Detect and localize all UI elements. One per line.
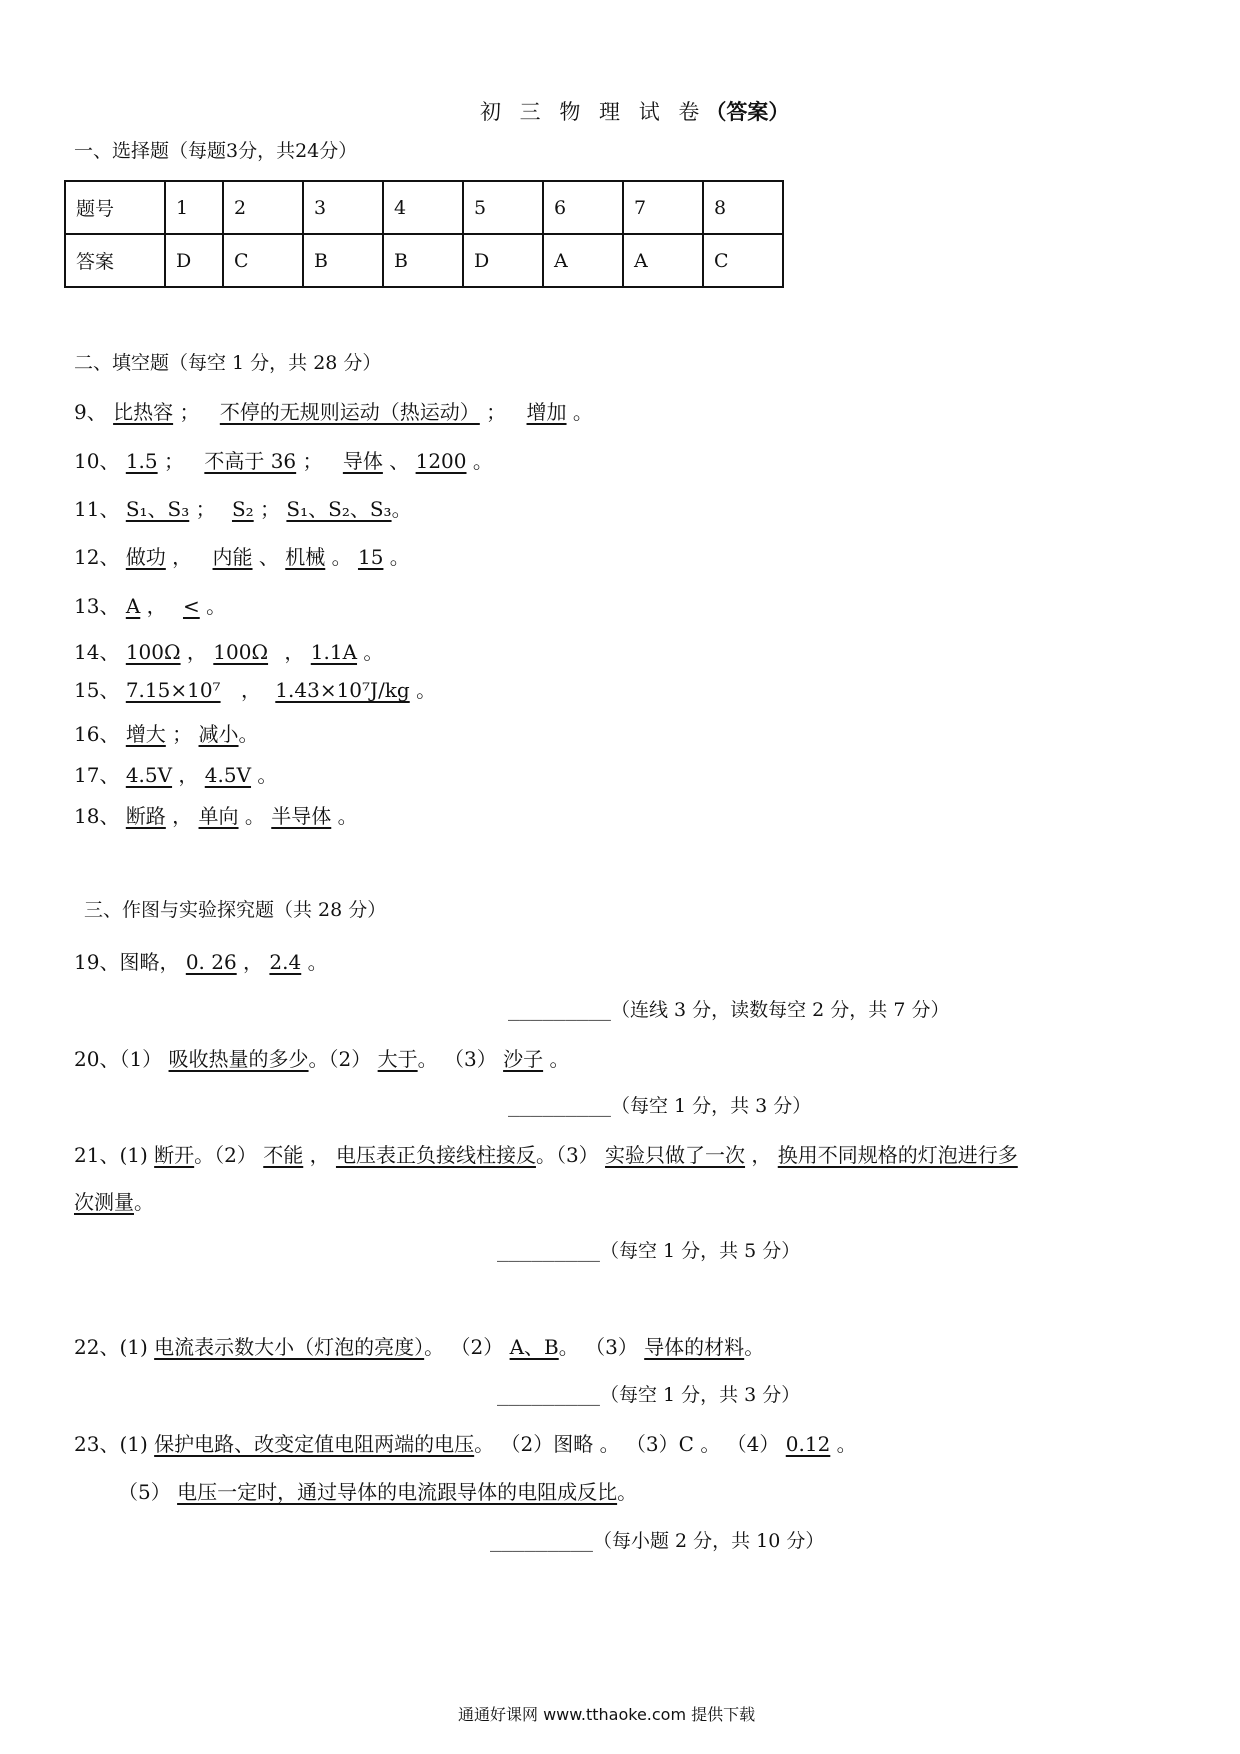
question-18: 18、 断路 ， 单向 。 半导体 。 bbox=[74, 804, 358, 828]
question-19: 19、图略， 0. 26 ， 2.4 。 bbox=[74, 950, 328, 974]
table-cell: D bbox=[165, 234, 223, 287]
question-15: 15、 7.15×10⁷ ， 1.43×10⁷J/kg 。 bbox=[74, 678, 437, 702]
answer-blank: 0. 26 bbox=[185, 950, 237, 974]
answer-blank: 100Ω bbox=[213, 640, 269, 664]
answer-blank: 1.43×10⁷J/kg bbox=[275, 678, 410, 702]
table-cell: A bbox=[543, 234, 623, 287]
question-23: 23、(1) 保护电路、改变定值电阻两端的电压。 （2）图略 。 （3）C 。 （4） 0.12 。 bbox=[74, 1432, 857, 1456]
table-header-label: 题号 bbox=[65, 181, 165, 234]
answer-blank: 沙子 bbox=[503, 1047, 544, 1071]
answer-blank: 不能 bbox=[263, 1143, 304, 1167]
table-cell: B bbox=[303, 234, 383, 287]
table-cell: 4 bbox=[383, 181, 463, 234]
table-answer-label: 答案 bbox=[65, 234, 165, 287]
answer-blank: 导体 bbox=[342, 449, 383, 473]
answer-blank: 导体的材料 bbox=[644, 1335, 745, 1359]
answer-table bbox=[64, 180, 784, 288]
answer-blank: 增加 bbox=[526, 400, 567, 424]
question-23-part5: （5） 电压一定时，通过导体的电流跟导体的电阻成反比。 bbox=[118, 1480, 638, 1504]
page-footer: 通通好课网 www.tthaoke.com 提供下载 bbox=[458, 1705, 756, 1724]
answer-blank: 不高于 36 bbox=[204, 449, 297, 473]
answer-blank: 保护电路、改变定值电阻两端的电压 bbox=[154, 1432, 475, 1456]
question-17: 17、 4.5V ， 4.5V 。 bbox=[74, 763, 278, 787]
answer-blank: 1.5 bbox=[125, 449, 158, 473]
answer-blank: 吸收热量的多少 bbox=[168, 1047, 309, 1071]
answer-blank: 实验只做了一次 bbox=[605, 1143, 746, 1167]
table-cell: 3 bbox=[303, 181, 383, 234]
question-21: 21、(1) 断开。（2） 不能 ， 电压表正负接线柱接反。（3） 实验只做了一次 ， 换用不同规格的灯泡进行多 bbox=[74, 1143, 1018, 1167]
answer-blank: 换用不同规格的灯泡进行多 bbox=[777, 1143, 1018, 1167]
table-cell: 5 bbox=[463, 181, 543, 234]
question-13: 13、 A ， < 。 bbox=[74, 594, 227, 618]
answer-blank: 断开 bbox=[154, 1143, 195, 1167]
answer-blank: 1200 bbox=[415, 449, 467, 473]
answer-blank: 电压一定时，通过导体的电流跟导体的电阻成反比 bbox=[177, 1480, 618, 1504]
answer-blank: 4.5V bbox=[204, 763, 252, 787]
answer-blank: 机械 bbox=[285, 545, 326, 569]
table-cell: 7 bbox=[623, 181, 703, 234]
answer-blank: 比热容 bbox=[113, 400, 174, 424]
question-10: 10、 1.5 ； 不高于 36 ； 导体 、 1200 。 bbox=[74, 449, 493, 473]
answer-blank: A、B bbox=[509, 1335, 559, 1359]
table-cell: 6 bbox=[543, 181, 623, 234]
answer-blank: 减小 bbox=[198, 722, 239, 746]
answer-blank: S₂ bbox=[231, 497, 254, 521]
answer-blank: 次测量 bbox=[74, 1190, 134, 1214]
answer-blank: 断路 bbox=[125, 804, 166, 828]
question-11: 11、 S₁、S₃ ； S₂ ； S₁、S₂、S₃。 bbox=[74, 497, 412, 521]
answer-blank: A bbox=[125, 594, 141, 618]
answer-blank: S₁、S₃ bbox=[125, 497, 190, 521]
table-cell: 1 bbox=[165, 181, 223, 234]
table-cell: 2 bbox=[223, 181, 303, 234]
answer-blank: 半导体 bbox=[271, 804, 332, 828]
question-9: 9、 比热容 ； 不停的无规则运动（热运动） ； 增加 。 bbox=[74, 400, 593, 424]
score-note-21: _________（每空 1 分，共 5 分） bbox=[497, 1240, 801, 1262]
score-note-22: _________（每空 1 分，共 3 分） bbox=[497, 1384, 801, 1406]
section1-heading: 一、选择题（每题3分，共24分） bbox=[74, 140, 358, 162]
table-cell: C bbox=[223, 234, 303, 287]
answer-blank: 100Ω bbox=[125, 640, 181, 664]
table-cell: C bbox=[703, 234, 783, 287]
score-note-19: _________（连线 3 分，读数每空 2 分，共 7 分） bbox=[508, 999, 950, 1021]
answer-blank: 1.1A bbox=[310, 640, 358, 664]
answer-blank: 0.12 bbox=[785, 1432, 831, 1456]
answer-blank: 单向 bbox=[198, 804, 239, 828]
section2-heading: 二、填空题（每空 1 分，共 28 分） bbox=[74, 352, 382, 374]
answer-blank: 2.4 bbox=[269, 950, 302, 974]
answer-blank: 电流表示数大小（灯泡的亮度） bbox=[154, 1335, 425, 1359]
answer-blank: 电压表正负接线柱接反 bbox=[335, 1143, 536, 1167]
answer-blank: 大于 bbox=[377, 1047, 418, 1071]
question-12: 12、 做功 ， 内能 、 机械 。 15 。 bbox=[74, 545, 410, 569]
answer-blank: 增大 bbox=[125, 722, 166, 746]
score-note-20: _________（每空 1 分，共 3 分） bbox=[508, 1095, 812, 1117]
question-20: 20、（1） 吸收热量的多少。（2） 大于。 （3） 沙子 。 bbox=[74, 1047, 570, 1071]
table-cell: 8 bbox=[703, 181, 783, 234]
table-cell: B bbox=[383, 234, 463, 287]
question-22: 22、(1) 电流表示数大小（灯泡的亮度）。 （2） A、B。 （3） 导体的材料。 bbox=[74, 1335, 765, 1359]
score-note-23: _________（每小题 2 分，共 10 分） bbox=[490, 1530, 825, 1552]
answer-blank: 不停的无规则运动（热运动） bbox=[219, 400, 480, 424]
table-cell: A bbox=[623, 234, 703, 287]
answer-blank: 4.5V bbox=[125, 763, 173, 787]
question-14: 14、 100Ω ， 100Ω ， 1.1A 。 bbox=[74, 640, 384, 664]
answer-blank: 7.15×10⁷ bbox=[125, 678, 221, 702]
question-21-continued: 次测量。 bbox=[74, 1190, 154, 1214]
answer-blank: 做功 bbox=[125, 545, 166, 569]
table-row-numbers bbox=[65, 181, 783, 234]
answer-blank: 15 bbox=[357, 545, 384, 569]
section3-heading: 三、作图与实验探究题（共 28 分） bbox=[84, 899, 387, 921]
table-cell: D bbox=[463, 234, 543, 287]
page-title: 初 三 物 理 试 卷（答案） bbox=[480, 100, 790, 124]
answer-blank: S₁、S₂、S₃ bbox=[286, 497, 392, 521]
table-row-answers bbox=[65, 234, 783, 287]
answer-blank: 内能 bbox=[212, 545, 253, 569]
question-16: 16、 增大 ； 减小。 bbox=[74, 722, 259, 746]
answer-blank: < bbox=[182, 594, 200, 618]
